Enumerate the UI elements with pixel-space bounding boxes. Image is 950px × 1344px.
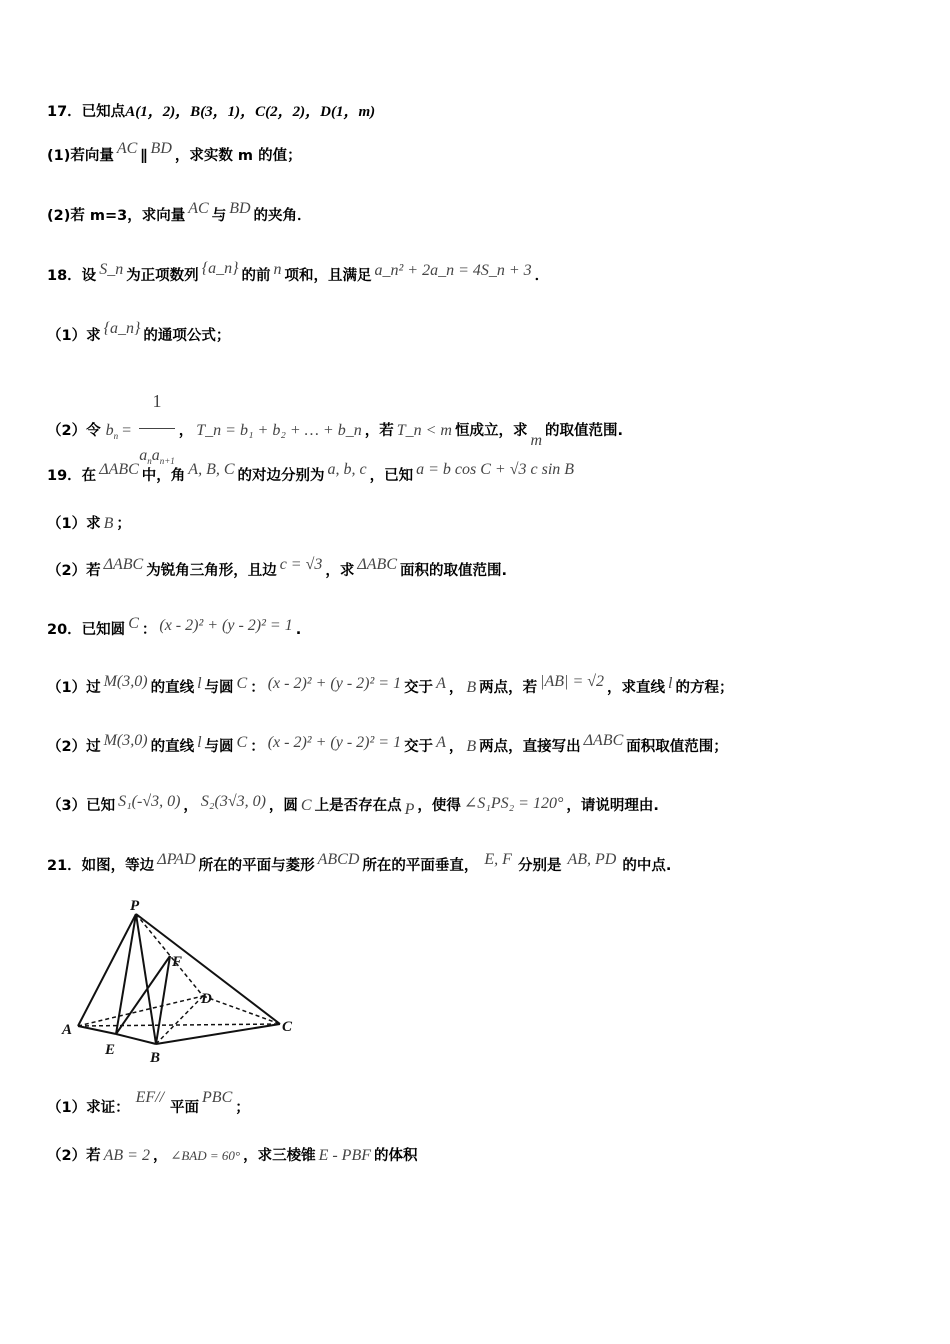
q18-stem: 18．设 S_n 为正项数列 {a_n} 的前 n 项和，且满足 a_n² + 2a_n = 4S_n + 3 ． xyxy=(47,260,550,284)
q19-stem: 19．在 ΔABC 中，角 A, B, C 的对边分别为 a, b, c ，已知 a = b cos C + √3 c sin B xyxy=(47,461,575,484)
label-E: E xyxy=(105,1042,116,1058)
label-D: D xyxy=(201,991,212,1007)
q21-stem: 21．如图，等边 ΔPAD 所在的平面与菱形 ABCD 所在的平面垂直， E, F 分别是 AB, PD 的中点. xyxy=(47,851,672,874)
label-P: P xyxy=(130,898,140,914)
edge-BC xyxy=(156,1024,280,1044)
edge-PC xyxy=(136,914,280,1024)
q20-part3: （3）已知 S₁(-√3, 0) ， S₂(3√3, 0) ，圆 C 上是否存在点 P ，使得 ∠S₁PS₂ = 120° ，请说明理由. xyxy=(47,793,659,818)
q17-part2: (2)若 m=3，求向量 AC 与 BD 的夹角． xyxy=(47,200,312,224)
label-A: A xyxy=(62,1022,73,1038)
q19-part2: （2）若 ΔABC 为锐角三角形，且边 c = √3 ，求 ΔABC 面积的取值范围. xyxy=(47,556,508,579)
edge-EF xyxy=(116,956,170,1034)
edge-AC xyxy=(78,1024,280,1026)
q17-part1: (1)若向量 AC ∥ BD ，求实数 m 的值； xyxy=(47,140,302,164)
edge-AE xyxy=(78,1026,116,1034)
q21-part1: （1）求证：EF//平面PBC； xyxy=(47,1089,250,1116)
pyramid-figure xyxy=(58,896,303,1071)
q17-stem: 17．已知点A(1，2)，B(3，1)，C(2，2)，D(1，m) xyxy=(47,104,376,120)
q20-part1: （1）过 M(3,0) 的直线 l 与圆 C ： (x - 2)² + (y - 2)² = 1 交于 A ， B 两点，若 |AB| = √2 ，求直线 l 的方程； xyxy=(47,673,734,696)
q20-stem: 20．已知圆 C ： (x - 2)² + (y - 2)² = 1 . xyxy=(47,615,302,638)
label-B: B xyxy=(150,1050,161,1066)
q19-part1: （1）求 B ； xyxy=(47,515,131,532)
edge-EB xyxy=(116,1034,156,1044)
edge-AD xyxy=(78,996,203,1026)
q20-part2: （2）过 M(3,0) 的直线 l 与圆 C ： (x - 2)² + (y - 2)² = 1 交于 A ， B 两点，直接写出 ΔABC 面积取值范围； xyxy=(47,732,728,755)
edge-DC xyxy=(203,996,280,1024)
q21-part2: （2）若 AB = 2 ， ∠BAD = 60° ，求三棱锥 E - PBF 的体积 xyxy=(47,1147,418,1164)
q18-part2: （2）令 $b_n$ = $\frac{1}{a_na_{n+1}}$ ， T_n = b₁ + b₂ + … + b_n ，若 T_n < m 恒成立，求m的取值范围. xyxy=(47,376,623,486)
label-C: C xyxy=(282,1019,293,1035)
q18-part1: （1）求 {a_n} 的通项公式； xyxy=(47,320,231,344)
label-F: F xyxy=(172,954,183,970)
